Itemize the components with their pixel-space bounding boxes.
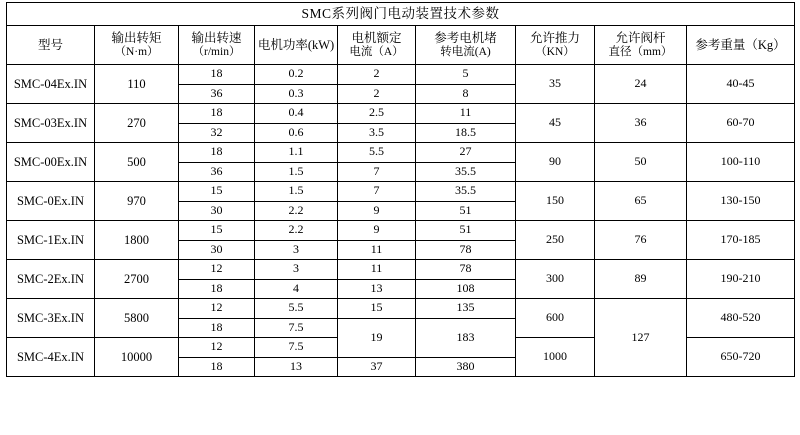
cell-stall: 183 — [416, 318, 516, 357]
header-stem-diameter-main: 允许阀杆 — [615, 31, 666, 46]
cell-model: SMC-0Ex.IN — [7, 182, 95, 221]
cell-current: 2 — [338, 65, 416, 85]
cell-model: SMC-1Ex.IN — [7, 221, 95, 260]
cell-thrust: 150 — [516, 182, 595, 221]
header-motor-power: 电机功率(kW) — [255, 26, 338, 65]
cell-weight: 650-720 — [687, 338, 795, 377]
cell-stem: 127 — [595, 299, 687, 377]
cell-current: 37 — [338, 357, 416, 377]
header-rated-current-sub: 电流（A） — [349, 45, 404, 58]
cell-power: 3 — [255, 260, 338, 280]
header-reference-weight: 参考重量（Kg） — [687, 26, 795, 65]
header-allowed-thrust — [516, 26, 595, 65]
cell-stall: 51 — [416, 221, 516, 241]
cell-weight: 100-110 — [687, 143, 795, 182]
cell-torque: 5800 — [95, 299, 179, 338]
cell-power: 1.5 — [255, 182, 338, 202]
cell-current: 3.5 — [338, 123, 416, 143]
cell-model: SMC-4Ex.IN — [7, 338, 95, 377]
header-stall-current-sub: 转电流(A) — [440, 45, 491, 58]
header-output-speed-main: 输出转速 — [191, 31, 242, 46]
header-output-speed — [179, 26, 255, 65]
cell-stall: 108 — [416, 279, 516, 299]
cell-stall: 135 — [416, 299, 516, 319]
cell-weight: 40-45 — [687, 65, 795, 104]
cell-stall: 35.5 — [416, 162, 516, 182]
cell-stall: 51 — [416, 201, 516, 221]
cell-stem: 76 — [595, 221, 687, 260]
cell-torque: 10000 — [95, 338, 179, 377]
header-output-torque — [95, 26, 179, 65]
cell-stall: 5 — [416, 65, 516, 85]
header-output-speed-unit: （r/min） — [192, 45, 241, 58]
cell-torque: 1800 — [95, 221, 179, 260]
cell-stall: 8 — [416, 84, 516, 104]
specification-table — [6, 2, 795, 377]
cell-thrust: 45 — [516, 104, 595, 143]
cell-current: 15 — [338, 299, 416, 319]
cell-current: 2 — [338, 84, 416, 104]
table-row — [7, 143, 795, 163]
cell-speed: 30 — [179, 240, 255, 260]
cell-stem: 65 — [595, 182, 687, 221]
cell-power: 1.5 — [255, 162, 338, 182]
cell-speed: 18 — [179, 65, 255, 85]
header-stem-diameter — [595, 26, 687, 65]
cell-power: 0.3 — [255, 84, 338, 104]
cell-stem: 24 — [595, 65, 687, 104]
cell-current: 7 — [338, 162, 416, 182]
header-output-torque-main: 输出转矩 — [111, 31, 162, 46]
cell-speed: 15 — [179, 182, 255, 202]
cell-torque: 270 — [95, 104, 179, 143]
cell-torque: 500 — [95, 143, 179, 182]
cell-speed: 12 — [179, 338, 255, 358]
cell-torque: 2700 — [95, 260, 179, 299]
header-stall-current-main: 参考电机堵 — [434, 31, 497, 46]
cell-speed: 18 — [179, 279, 255, 299]
cell-current: 13 — [338, 279, 416, 299]
cell-weight: 170-185 — [687, 221, 795, 260]
cell-current: 5.5 — [338, 143, 416, 163]
cell-speed: 15 — [179, 221, 255, 241]
cell-power: 5.5 — [255, 299, 338, 319]
cell-thrust: 90 — [516, 143, 595, 182]
cell-current: 2.5 — [338, 104, 416, 124]
table-title-row — [7, 3, 795, 26]
cell-speed: 36 — [179, 84, 255, 104]
header-model: 型号 — [7, 26, 95, 65]
table-row — [7, 221, 795, 241]
cell-speed: 32 — [179, 123, 255, 143]
page-title: SMC系列阀门电动装置技术参数 — [7, 3, 795, 26]
cell-thrust: 35 — [516, 65, 595, 104]
cell-stall: 78 — [416, 240, 516, 260]
cell-model: SMC-3Ex.IN — [7, 299, 95, 338]
cell-power: 2.2 — [255, 201, 338, 221]
cell-stem: 50 — [595, 143, 687, 182]
cell-stall: 18.5 — [416, 123, 516, 143]
cell-model: SMC-04Ex.IN — [7, 65, 95, 104]
cell-power: 7.5 — [255, 338, 338, 358]
cell-power: 4 — [255, 279, 338, 299]
header-rated-current — [338, 26, 416, 65]
cell-model: SMC-03Ex.IN — [7, 104, 95, 143]
cell-speed: 30 — [179, 201, 255, 221]
header-output-torque-unit: （N·m） — [114, 45, 159, 58]
header-rated-current-main: 电机额定 — [351, 31, 402, 46]
cell-thrust: 600 — [516, 299, 595, 338]
cell-power: 3 — [255, 240, 338, 260]
header-stem-diameter-sub: 直径（mm） — [608, 45, 673, 58]
cell-power: 7.5 — [255, 318, 338, 338]
cell-stem: 36 — [595, 104, 687, 143]
cell-current: 11 — [338, 240, 416, 260]
table-row — [7, 104, 795, 124]
cell-speed: 12 — [179, 260, 255, 280]
cell-speed: 12 — [179, 299, 255, 319]
cell-weight: 480-520 — [687, 299, 795, 338]
cell-power: 13 — [255, 357, 338, 377]
cell-torque: 110 — [95, 65, 179, 104]
cell-stall: 35.5 — [416, 182, 516, 202]
cell-stem: 89 — [595, 260, 687, 299]
cell-stall: 380 — [416, 357, 516, 377]
cell-stall: 27 — [416, 143, 516, 163]
cell-stall: 78 — [416, 260, 516, 280]
table-row — [7, 65, 795, 85]
cell-thrust: 1000 — [516, 338, 595, 377]
cell-weight: 130-150 — [687, 182, 795, 221]
cell-power: 0.6 — [255, 123, 338, 143]
cell-torque: 970 — [95, 182, 179, 221]
cell-power: 2.2 — [255, 221, 338, 241]
cell-power: 1.1 — [255, 143, 338, 163]
table-row — [7, 299, 795, 319]
cell-current: 9 — [338, 221, 416, 241]
cell-current: 11 — [338, 260, 416, 280]
cell-model: SMC-00Ex.IN — [7, 143, 95, 182]
cell-speed: 36 — [179, 162, 255, 182]
table-row — [7, 260, 795, 280]
cell-speed: 18 — [179, 318, 255, 338]
cell-model: SMC-2Ex.IN — [7, 260, 95, 299]
header-allowed-thrust-main: 允许推力 — [529, 31, 580, 46]
cell-power: 0.4 — [255, 104, 338, 124]
cell-current: 9 — [338, 201, 416, 221]
cell-thrust: 250 — [516, 221, 595, 260]
cell-speed: 18 — [179, 143, 255, 163]
table-header-row — [7, 26, 795, 65]
cell-power: 0.2 — [255, 65, 338, 85]
cell-weight: 190-210 — [687, 260, 795, 299]
cell-current: 19 — [338, 318, 416, 357]
header-allowed-thrust-unit: （KN） — [535, 45, 575, 58]
cell-current: 7 — [338, 182, 416, 202]
cell-weight: 60-70 — [687, 104, 795, 143]
cell-thrust: 300 — [516, 260, 595, 299]
cell-speed: 18 — [179, 357, 255, 377]
table-row — [7, 182, 795, 202]
cell-stall: 11 — [416, 104, 516, 124]
header-stall-current — [416, 26, 516, 65]
cell-speed: 18 — [179, 104, 255, 124]
